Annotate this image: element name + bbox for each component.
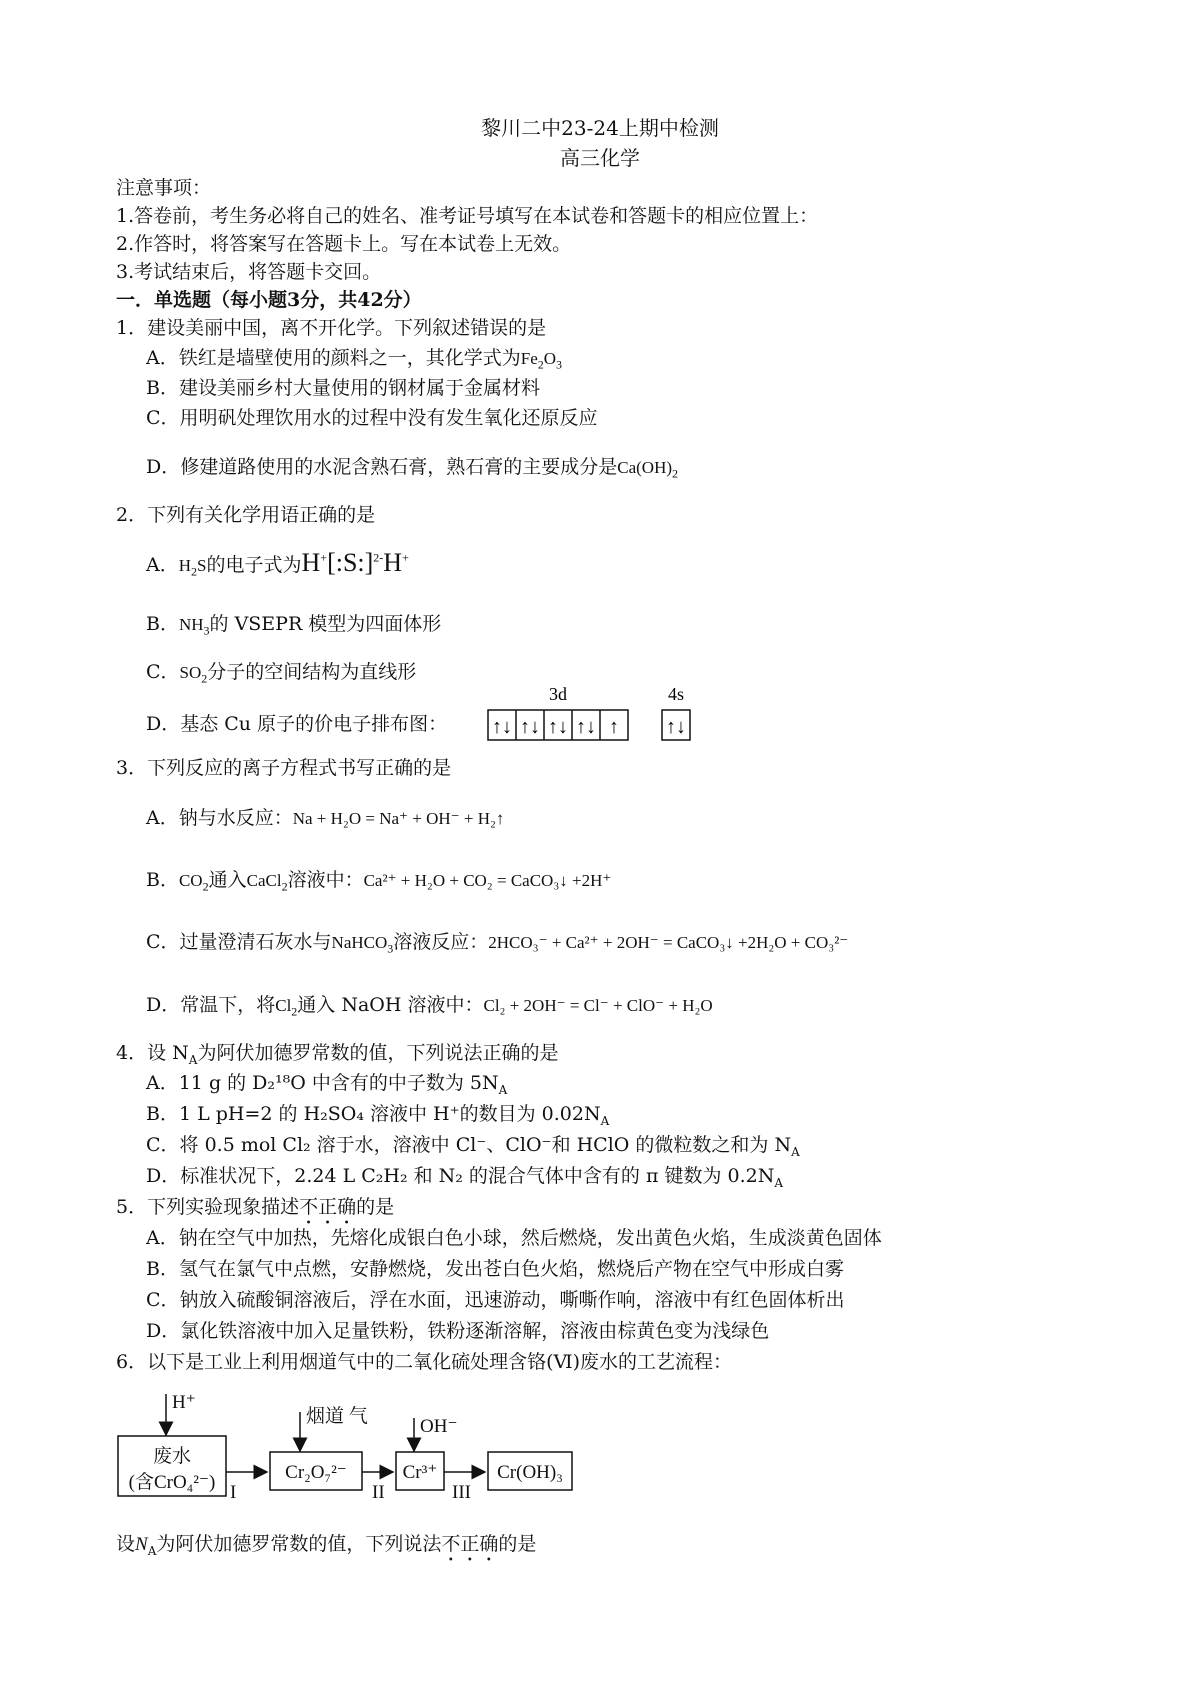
process-flow-diagram <box>110 1392 580 1522</box>
notice-heading: 注意事项： <box>116 177 212 199</box>
cu-orbital-diagram <box>486 684 706 744</box>
q1-option-c: C．用明矾处理饮用水的过程中没有发生氧化还原反应 <box>146 407 598 429</box>
q3-option-c: C．过量澄清石灰水与NaHCO$_3$溶液反应：2HCO₃⁻ + Ca²⁺ + 2OH⁻ = CaCO₃↓ +2H₂O + CO₃²⁻ <box>146 931 849 956</box>
q2-option-b: B．$NH_3$的 VSEPR 模型为四面体形 <box>146 613 442 638</box>
3d-electrons-2: ↑↓ <box>520 716 540 738</box>
4s-electrons: ↑↓ <box>666 716 686 738</box>
q2-option-c: C．$SO_2$分子的空间结构为直线形 <box>146 661 417 686</box>
q5-option-a: A．钠在空气中加热，先熔化成银白色小球，然后燃烧，发出黄色火焰，生成淡黄色固体 <box>146 1227 882 1249</box>
q6-followup: 设$N_A$为阿伏加德罗常数的值，下列说法不正确的是 <box>116 1533 537 1558</box>
q6-stem: 6．以下是工业上利用烟道气中的二氧化硫处理含铬(Ⅵ)废水的工艺流程： <box>116 1351 733 1373</box>
q1-option-d-text: D．修建道路使用的水泥含熟石膏，熟石膏的主要成分是 <box>146 456 618 478</box>
q2-option-d: D．基态 Cu 原子的价电子排布图： <box>146 713 448 735</box>
3d-electrons-5: ↑ <box>609 716 619 738</box>
q1-option-a-text: A．铁红是墙壁使用的颜料之一，其化学式为 <box>146 347 521 369</box>
orbital-label-3d: 3d <box>549 684 567 704</box>
q2-stem: 2．下列有关化学用语正确的是 <box>116 504 376 526</box>
q4-option-b: B．1 L pH=2 的 H₂SO₄ 溶液中 H⁺的数目为 $0.02N_A$ <box>146 1103 610 1128</box>
flow-h-plus: H⁺ <box>172 1392 196 1413</box>
q3-option-d: D．常温下，将$Cl_2$通入 NaOH 溶液中：Cl₂ + 2OH⁻ = Cl⁻ + ClO⁻ + H₂O <box>146 994 713 1019</box>
q5-option-c: C．钠放入硫酸铜溶液后，浮在水面，迅速游动，嘶嘶作响，溶液中有红色固体析出 <box>146 1289 845 1311</box>
exam-subtitle: 高三化学 <box>560 146 640 170</box>
q6-emphasis: 不正确 <box>441 1533 499 1555</box>
section-heading: 一．单选题（每小题3分，共42分） <box>116 289 422 311</box>
q5-stem: 5．下列实验现象描述不正确的是 <box>116 1196 395 1218</box>
flow-chromium-hydroxide: Cr(OH)₃ <box>497 1462 563 1483</box>
q1-d-formula: $Ca(OH)_2$ <box>617 458 679 481</box>
flow-chromium-ion: Cr³⁺ <box>402 1462 438 1483</box>
q3-option-b: B．$CO_2$通入CaCl$_2$溶液中：Ca²⁺ + H₂O + CO₂ = CaCO₃↓ +2H⁺ <box>146 869 612 894</box>
q2-option-a: A．$H_2S$的电子式为H+[:S:]$^{2-}$H+ <box>146 548 409 579</box>
q1-option-d <box>146 455 678 480</box>
q5-option-d: D．氯化铁溶液中加入足量铁粉，铁粉逐渐溶解，溶液由棕黄色变为浅绿色 <box>146 1320 770 1342</box>
q3-b-equation: Ca²⁺ + H₂O + CO₂ = CaCO₃↓ +2H⁺ <box>363 871 612 890</box>
q2-a-formula: $H_2S$ <box>178 556 207 579</box>
q5-emphasis: 不正确 <box>299 1196 357 1218</box>
flow-wastewater-label: 废水 <box>152 1446 192 1467</box>
3d-electrons-3: ↑↓ <box>548 716 568 738</box>
3d-electrons-1: ↑↓ <box>492 716 512 738</box>
q1-option-b: B．建设美丽乡村大量使用的钢材属于金属材料 <box>146 377 540 399</box>
flow-step-2: II <box>372 1482 385 1503</box>
flow-hydroxide: OH⁻ <box>420 1416 458 1437</box>
flow-flue-gas: 烟道 气 <box>306 1406 368 1427</box>
q4-stem: 4．设 $N_A$为阿伏加德罗常数的值，下列说法正确的是 <box>116 1042 559 1067</box>
q5-option-b: B．氢气在氯气中点燃，安静燃烧，发出苍白色火焰，燃烧后产物在空气中形成白雾 <box>146 1258 844 1280</box>
q4-option-a: A．11 g 的 D₂¹⁸O 中含有的中子数为 $5N_A$ <box>146 1072 508 1097</box>
notice-item-3: 3.考试结束后，将答题卡交回。 <box>116 261 382 283</box>
flow-step-1: I <box>230 1482 237 1503</box>
flow-dichromate: Cr₂O₇²⁻ <box>285 1462 347 1483</box>
q4-option-d: D．标准状况下，2.24 L C₂H₂ 和 N₂ 的混合气体中含有的 π 键数为 $0.2N_A$ <box>146 1165 784 1190</box>
orbital-label-4s: 4s <box>667 684 685 704</box>
q1-stem: 1．建设美丽中国，离不开化学。下列叙述错误的是 <box>116 317 547 339</box>
notice-item-1: 1.答卷前，考生务必将自己的姓名、准考证号填写在本试卷和答题卡的相应位置上： <box>116 205 819 227</box>
exam-title: 黎川二中23-24上期中检测 <box>481 116 719 140</box>
notice-item-2: 2.作答时，将答案写在答题卡上。写在本试卷上无效。 <box>116 233 572 255</box>
q2-c-formula: $SO_2$ <box>179 663 208 686</box>
q2-b-formula: $NH_3$ <box>178 615 210 638</box>
q4-option-c: C．将 0.5 mol Cl₂ 溶于水，溶液中 Cl⁻、ClO⁻和 HClO 的微粒数之和为 $N_A$ <box>146 1134 800 1159</box>
q1-option-a <box>146 346 562 371</box>
q3-c-equation: 2HCO₃⁻ + Ca²⁺ + 2OH⁻ = CaCO₃↓ +2H₂O + CO₃²⁻ <box>488 933 849 952</box>
q3-stem: 3．下列反应的离子方程式书写正确的是 <box>116 757 452 779</box>
q1-a-formula: $Fe_2O_3$ <box>520 349 563 372</box>
3d-electrons-4: ↑↓ <box>576 716 596 738</box>
q3-d-equation: Cl₂ + 2OH⁻ = Cl⁻ + ClO⁻ + H₂O <box>483 996 713 1015</box>
q3-a-equation: Na + H₂O = Na⁺ + OH⁻ + H₂↑ <box>292 809 505 828</box>
flow-step-3: III <box>452 1482 471 1503</box>
flow-chromate-label: (含CrO₄²⁻) <box>128 1472 216 1493</box>
h2s-electron-formula: H+[:S:]$^{2-}$H+ <box>301 548 409 577</box>
q3-option-a: A．钠与水反应：Na + H₂O = Na⁺ + OH⁻ + H₂↑ <box>146 807 505 829</box>
